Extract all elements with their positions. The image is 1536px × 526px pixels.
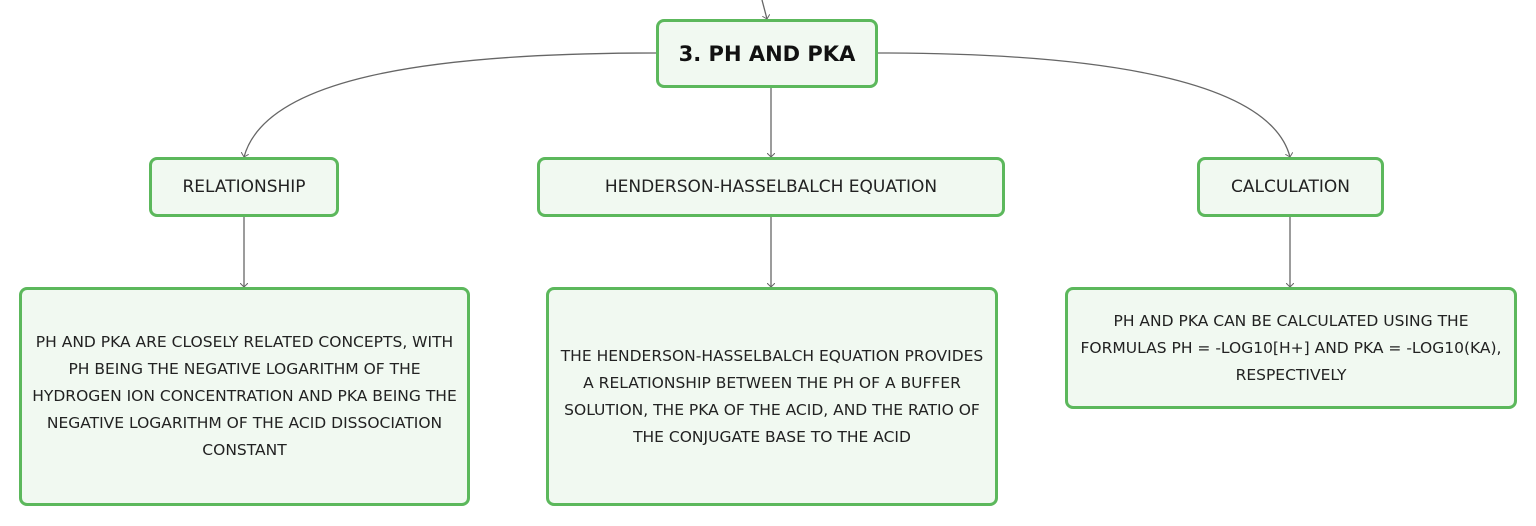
detail-text-relationship: PH AND PKA ARE CLOSELY RELATED CONCEPTS, WITH PH BEING THE NEGATIVE LOGARITHM OF THE HYDROGEN ION CONCENTRATION AND PKA BEING THE NEGATIVE LOGARITHM OF THE ACID DISSOCIATION CONSTANT	[32, 333, 457, 459]
branch-label-henderson-hasselbalch: HENDERSON-HASSELBALCH EQUATION	[604, 177, 938, 197]
branch-node-calculation[interactable]	[1197, 157, 1384, 217]
detail-node-calculation[interactable]	[1065, 287, 1517, 409]
branch-node-relationship[interactable]	[149, 157, 339, 217]
branch-label-calculation: CALCULATION	[1231, 177, 1350, 197]
connector-parent-to-root	[762, 0, 767, 19]
root-topic-label: 3. PH AND PKA	[678, 41, 856, 66]
detail-text-henderson-hasselbalch: THE HENDERSON-HASSELBALCH EQUATION PROVIDES A RELATIONSHIP BETWEEN THE PH OF A BUFFER SOLUTION, THE PKA OF THE ACID, AND THE RATIO OF THE CONJUGATE BASE TO THE ACID	[560, 346, 984, 446]
root-topic-node[interactable]	[656, 19, 878, 88]
branch-node-henderson-hasselbalch[interactable]	[537, 157, 1005, 217]
branch-label-relationship: RELATIONSHIP	[182, 177, 306, 197]
detail-text-calculation: PH AND PKA CAN BE CALCULATED USING THE FORMULAS PH = -LOG10[H+] AND PKA = -LOG10(KA), RESPECTIVELY	[1080, 311, 1502, 384]
connector-root-to-relationship	[244, 53, 656, 157]
connector-root-to-calculation	[878, 53, 1290, 157]
detail-node-henderson-hasselbalch[interactable]	[546, 287, 998, 506]
detail-node-relationship[interactable]	[19, 287, 470, 506]
